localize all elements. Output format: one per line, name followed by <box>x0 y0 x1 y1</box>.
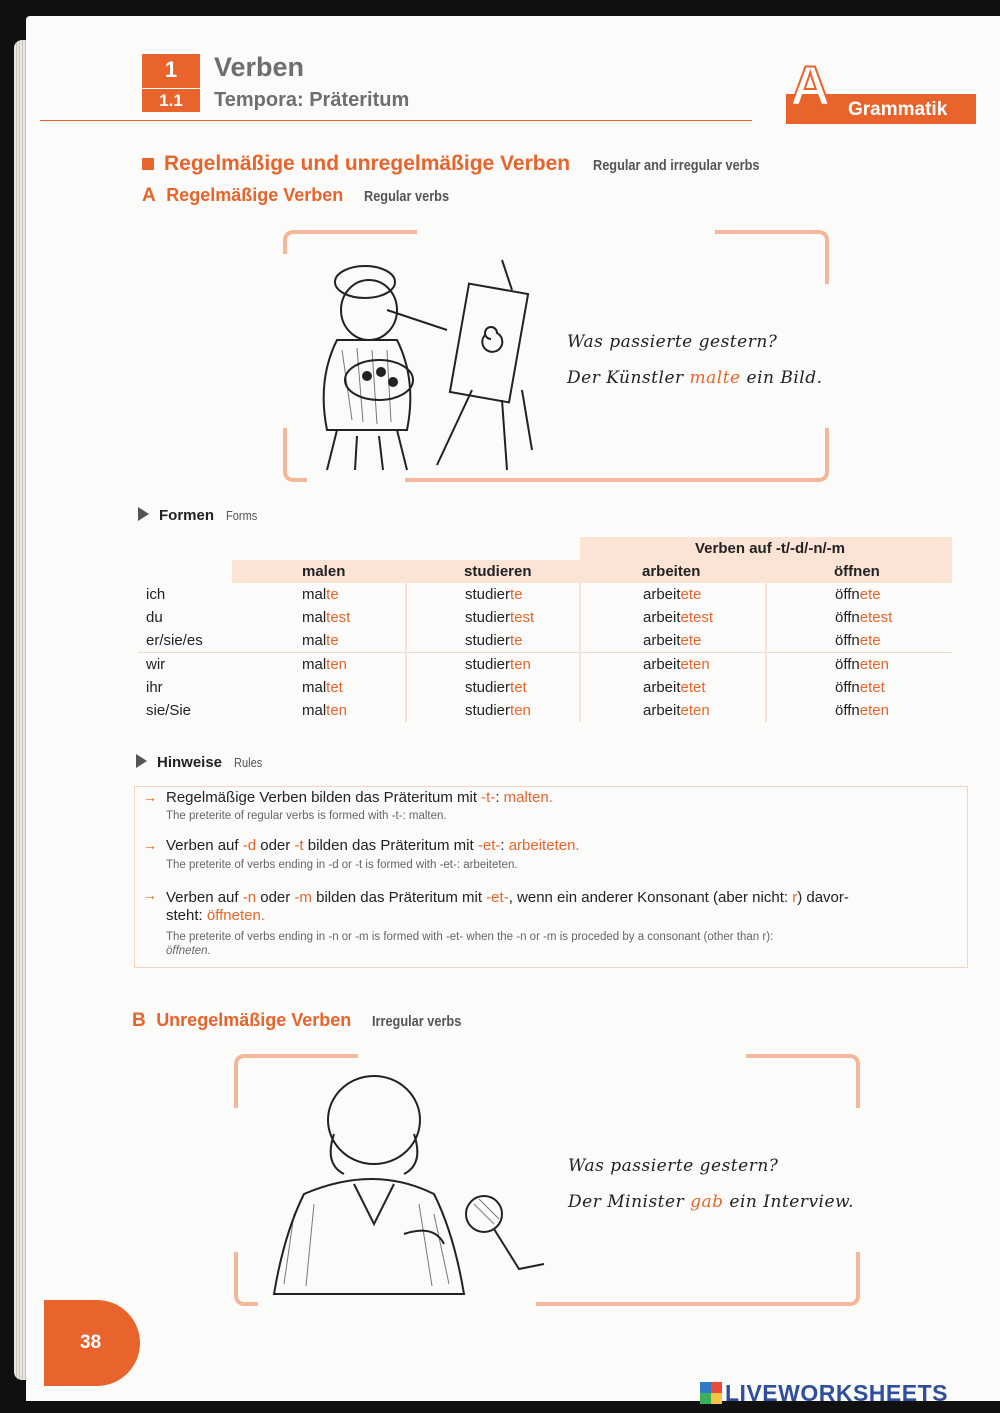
verb-ending: eten <box>680 656 710 673</box>
minister-illustration-frame <box>234 1054 860 1306</box>
table-row <box>138 699 952 722</box>
rule-highlight: -et- <box>486 889 509 906</box>
verb-ending: te <box>510 586 523 603</box>
verb-stem: öffn <box>835 609 860 626</box>
rule-text: : <box>500 837 509 854</box>
main-section-title-en: Regular and irregular verbs <box>592 157 760 174</box>
verb-form-cell <box>406 629 580 653</box>
caption-highlight: gab <box>690 1192 724 1212</box>
verb-ending: te <box>326 632 339 649</box>
rule-3-de <box>166 889 849 906</box>
verb-form-cell <box>406 583 580 606</box>
verb-stem: öffn <box>835 702 860 719</box>
main-section-heading <box>164 152 788 176</box>
rule-3-en: The preterite of verbs ending in -n or -m is formed with -et- when the -n or -m is proceded by a consonant (other than r): <box>166 931 774 943</box>
verb-form-cell <box>580 653 766 677</box>
verb-stem: arbeit <box>643 656 681 673</box>
table-row <box>138 583 952 606</box>
verb-stem: öffn <box>835 656 860 673</box>
conjugation-table <box>138 537 952 722</box>
rule-highlight: -t- <box>481 789 496 806</box>
grammatik-letter: A <box>790 54 831 117</box>
verb-stem: mal <box>302 656 327 673</box>
rule-text: bilden das Präteritum mit <box>311 889 487 906</box>
verb-ending: te <box>326 586 339 603</box>
rule-highlight: -et- <box>477 837 501 854</box>
verb-stem: öffn <box>835 632 860 649</box>
liveworksheets-logo-icon <box>700 1382 722 1404</box>
caption-text: ein Bild. <box>740 368 823 388</box>
triangle-bullet-icon <box>136 754 147 768</box>
verb-ending: ten <box>326 702 348 719</box>
rule-text: , wenn ein anderer Konsonant (aber nicht: <box>508 889 793 906</box>
verb-form-cell <box>406 653 580 677</box>
verb-form-cell <box>406 606 580 629</box>
chapter-title: Verben <box>214 52 305 82</box>
section-b-caption-line1: Was passierte gestern? <box>568 1156 779 1176</box>
rule-3-de-line2 <box>166 907 265 924</box>
table-cell <box>406 537 580 560</box>
rule-text: Regelmäßige Verben bilden das Präteritum mit <box>166 789 482 806</box>
verb-stem: mal <box>302 679 327 696</box>
verb-ending: etet <box>859 679 885 696</box>
rule-highlight: -d <box>242 837 257 854</box>
forms-heading <box>138 507 263 524</box>
rule-1-en: The preterite of regular verbs is formed with -t-: malten. <box>166 810 447 822</box>
verb-form-cell <box>232 606 406 629</box>
verb-stem: studier <box>465 679 511 696</box>
section-b-letter: B <box>132 1010 146 1031</box>
column-header: studieren <box>406 560 580 583</box>
verb-form-cell <box>766 606 952 629</box>
column-header: malen <box>232 560 406 583</box>
painter-drawing-icon <box>297 240 557 476</box>
rule-text: Verben auf <box>166 837 243 854</box>
arrow-bullet-icon: → <box>143 789 157 805</box>
verb-ending: ten <box>510 702 531 719</box>
arrow-bullet-icon: → <box>143 837 157 853</box>
rule-text: oder <box>256 837 295 854</box>
section-b-caption-line2 <box>568 1192 854 1212</box>
verb-ending: eten <box>680 702 710 719</box>
verb-ending: tet <box>510 679 527 696</box>
section-a-caption-line2 <box>567 368 823 388</box>
pronoun-cell: ihr <box>146 679 163 696</box>
page-number-badge <box>44 1300 140 1386</box>
rule-highlight: öffneten. <box>206 907 265 924</box>
rule-text: oder <box>256 889 295 906</box>
table-cell <box>232 537 406 560</box>
rules-label: Hinweise <box>157 754 223 771</box>
verb-ending: ete <box>859 632 881 649</box>
section-a-letter: A <box>142 185 156 206</box>
pronoun-cell: du <box>146 609 163 626</box>
pronoun-cell: ich <box>146 586 166 603</box>
pronoun-cell: sie/Sie <box>146 702 192 719</box>
rule-text: Verben auf <box>166 889 243 906</box>
rule-text: steht: <box>166 907 207 924</box>
caption-text: Der Künstler <box>567 368 690 388</box>
column-header: arbeiten <box>580 560 766 583</box>
verb-ending: ete <box>680 586 702 603</box>
verb-form-cell <box>232 699 406 722</box>
table-row <box>138 629 952 653</box>
verb-stem: studier <box>465 656 511 673</box>
verb-form-cell <box>232 676 406 699</box>
verb-stem: öffn <box>835 586 860 603</box>
verb-ending: etest <box>859 609 893 626</box>
verb-form-cell <box>766 629 952 653</box>
verb-form-cell <box>580 629 766 653</box>
rule-highlight: -n <box>242 889 257 906</box>
verb-form-cell <box>580 699 766 722</box>
rule-highlight: -t <box>294 837 304 854</box>
table-row <box>138 653 952 677</box>
table-row <box>138 606 952 629</box>
verb-ending: ten <box>510 656 531 673</box>
verb-stem: öffn <box>835 679 860 696</box>
section-b-title: Unregelmäßige Verben <box>156 1010 352 1030</box>
verb-stem: studier <box>465 702 511 719</box>
verb-form-cell <box>580 676 766 699</box>
rules-label-en: Rules <box>234 755 263 770</box>
rule-text: : <box>495 789 504 806</box>
verb-form-cell <box>580 606 766 629</box>
section-bullet-icon <box>142 158 154 170</box>
arrow-bullet-icon: → <box>143 887 157 903</box>
rule-text: bilden das Präteritum mit <box>303 837 478 854</box>
table-row <box>138 676 952 699</box>
rule-highlight: malten. <box>503 789 553 806</box>
verb-ending: ete <box>680 632 702 649</box>
header-divider <box>40 120 752 121</box>
verb-form-cell <box>766 676 952 699</box>
verb-stem: arbeit <box>643 679 681 696</box>
caption-highlight: malte <box>689 368 741 388</box>
rule-highlight: arbeiteten. <box>508 837 580 854</box>
chapter-number: 1 <box>164 57 178 82</box>
frame-corner-br <box>536 1252 860 1306</box>
verb-stem: mal <box>302 632 327 649</box>
rules-heading <box>136 754 267 771</box>
section-a-title-en: Regular verbs <box>363 188 449 205</box>
pronoun-cell: er/sie/es <box>146 632 203 649</box>
group-header-verben-auf: Verben auf -t/-d/-n/-m <box>580 537 952 560</box>
rule-text: ) davor- <box>797 889 849 906</box>
rule-highlight: r <box>792 889 798 906</box>
table-group-header-row <box>138 537 952 560</box>
verb-form-cell <box>406 676 580 699</box>
verb-form-cell <box>232 629 406 653</box>
table-header-row <box>138 560 952 583</box>
grammatik-label: Grammatik <box>848 99 948 120</box>
verb-ending: test <box>510 609 535 626</box>
verb-form-cell <box>232 583 406 606</box>
verb-stem: mal <box>302 702 327 719</box>
rule-2-de <box>166 837 580 854</box>
column-header: öffnen <box>766 560 952 583</box>
page-number: 38 <box>80 1332 102 1353</box>
verb-stem: arbeit <box>643 609 681 626</box>
verb-ending: ten <box>326 656 348 673</box>
liveworksheets-watermark <box>700 1380 948 1407</box>
watermark-text: LIVEWORKSHEETS <box>725 1380 948 1406</box>
rule-highlight: -m <box>294 889 312 906</box>
verb-form-cell <box>232 653 406 677</box>
verb-stem: studier <box>465 586 511 603</box>
triangle-bullet-icon <box>138 507 149 521</box>
verb-stem: arbeit <box>643 702 681 719</box>
rules-box <box>134 786 968 968</box>
minister-drawing-icon <box>244 1064 550 1296</box>
verb-form-cell <box>766 653 952 677</box>
forms-label-en: Forms <box>226 508 258 523</box>
painter-illustration-frame <box>283 230 829 482</box>
rule-2-en: The preterite of verbs ending in -d or -t is formed with -et-: arbeiteten. <box>166 859 518 871</box>
verb-stem: studier <box>465 632 511 649</box>
section-b-title-en: Irregular verbs <box>371 1013 462 1030</box>
conjugation-table-body <box>138 583 952 722</box>
verb-form-cell <box>406 699 580 722</box>
verb-form-cell <box>766 583 952 606</box>
section-a-title: Regelmäßige Verben <box>166 185 344 205</box>
verb-ending: eten <box>859 702 889 719</box>
pronoun-cell: wir <box>146 656 166 673</box>
chapter-number-box <box>142 54 200 112</box>
table-cell <box>138 560 232 583</box>
verb-form-cell <box>766 699 952 722</box>
section-a-heading <box>142 185 464 207</box>
section-b-heading <box>132 1010 477 1032</box>
verb-ending: test <box>326 609 351 626</box>
verb-stem: mal <box>302 586 327 603</box>
verb-ending: eten <box>859 656 889 673</box>
section-number: 1.1 <box>142 88 200 111</box>
table-cell <box>138 537 232 560</box>
chapter-subtitle: Tempora: Präteritum <box>214 89 410 111</box>
verb-ending: etest <box>680 609 714 626</box>
verb-stem: studier <box>465 609 511 626</box>
verb-ending: tet <box>326 679 343 696</box>
forms-label: Formen <box>159 507 215 524</box>
rule-1-de <box>166 789 553 806</box>
section-a-caption-line1: Was passierte gestern? <box>567 332 778 352</box>
frame-corner-tr <box>746 1054 860 1108</box>
verb-form-cell <box>580 583 766 606</box>
main-section-title: Regelmäßige und unregelmäßige Verben <box>164 152 571 175</box>
verb-stem: arbeit <box>643 586 681 603</box>
rule-3-en-line2: öffneten. <box>166 945 211 957</box>
caption-text: Der Minister <box>568 1192 691 1212</box>
frame-corner-tr <box>715 230 829 284</box>
verb-stem: arbeit <box>643 632 681 649</box>
verb-stem: mal <box>302 609 327 626</box>
caption-text: ein Interview. <box>723 1192 854 1212</box>
verb-ending: ete <box>859 586 881 603</box>
verb-ending: te <box>510 632 523 649</box>
verb-ending: etet <box>680 679 706 696</box>
